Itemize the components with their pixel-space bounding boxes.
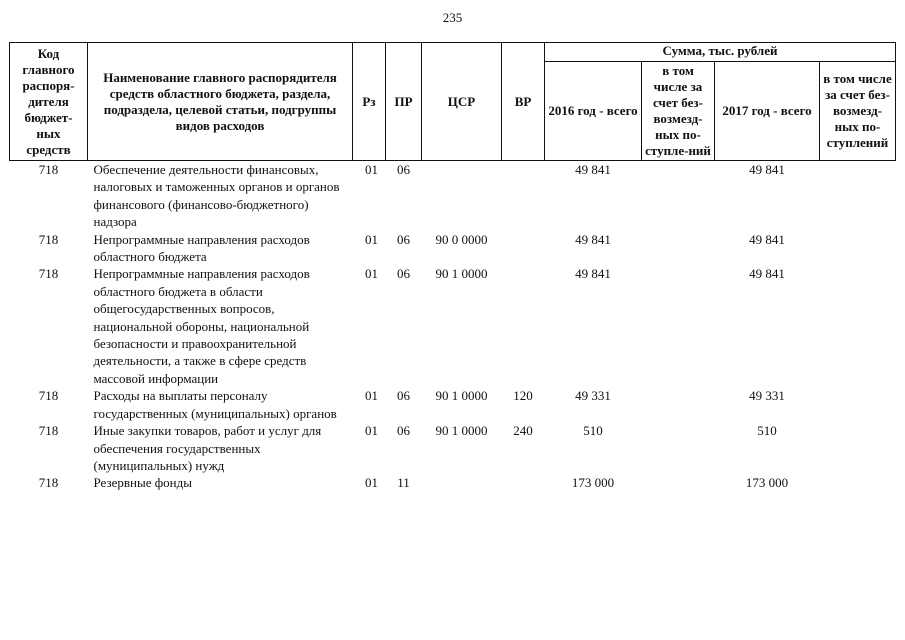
cell-2017-total: 510 [757,423,777,439]
cell-rz: 01 [365,266,378,282]
cell-2016-free [642,474,715,491]
cell-pr: 06 [397,423,410,439]
cell-2017-total: 49 331 [749,388,785,404]
cell-2017-free [820,422,896,474]
cell-name: Резервные фонды [93,475,192,491]
page-number: 235 [442,10,463,25]
cell-2016-total: 49 841 [575,231,611,247]
cell-2017-free [820,474,896,491]
header-vr: ВР [502,43,545,161]
cell-2016-total: 510 [583,423,603,439]
cell-2017-free [820,265,896,387]
cell-vr [502,265,545,387]
cell-2017-total: 173 000 [745,475,789,491]
header-pr: ПР [386,43,422,161]
cell-rz: 01 [365,475,378,491]
cell-pr: 06 [397,388,410,404]
cell-pr: 11 [397,475,410,491]
table-body [10,161,896,492]
header-2017-free: в том числе за счет без-возмезд-ных по-ступлений [820,62,896,161]
cell-2017-free [820,231,896,266]
cell-pr: 06 [397,266,410,282]
cell-2016-total: 49 331 [575,388,611,404]
cell-2017-free [820,161,896,231]
table-header [10,43,896,161]
table-row [10,161,896,231]
header-code: Код главного распоря-дителя бюджет-ных средств [10,43,88,161]
cell-2017-total: 49 841 [749,266,785,282]
cell-name: Иные закупки товаров, работ и услуг для обеспечения государственных (муниципальных) нужд [93,423,322,473]
table-row [10,387,896,422]
cell-code: 718 [38,423,59,439]
cell-pr: 06 [397,231,410,247]
header-rz: Рз [353,43,386,161]
cell-csr: 90 1 0000 [435,266,488,282]
cell-2016-free [642,387,715,422]
cell-2016-total: 49 841 [575,162,611,177]
cell-code: 718 [38,475,59,491]
table-row [10,265,896,387]
cell-vr [502,161,545,231]
header-2016-free: в том числе за счет без-возмезд-ных по-ступле-ний [642,62,715,161]
cell-2017-free [820,387,896,422]
cell-vr: 240 [513,423,533,439]
header-csr: ЦСР [422,43,502,161]
cell-csr [422,161,502,231]
cell-csr [422,474,502,491]
cell-code: 718 [38,388,59,404]
cell-2016-free [642,231,715,266]
cell-vr [502,474,545,491]
cell-code: 718 [38,162,59,177]
cell-2016-free [642,161,715,231]
cell-name: Обеспечение деятельности финансовых, налоговых и таможенных органов и органов финансового (финансово-бюджетного) надзора [93,162,340,230]
header-2016-total: 2016 год - всего [545,62,642,161]
header-name: Наименование главного распорядителя средств областного бюджета, раздела, подраздела, целевой статьи, подгруппы видов расходов [88,43,353,161]
cell-2016-free [642,265,715,387]
table-row [10,231,896,266]
table-row [10,474,896,491]
cell-2016-free [642,422,715,474]
header-sum-group: Сумма, тыс. рублей [545,43,896,62]
cell-name: Расходы на выплаты персоналу государственных (муниципальных) органов [93,388,337,421]
cell-code: 718 [38,266,59,282]
cell-rz: 01 [365,162,378,177]
cell-2017-total: 49 841 [749,231,785,247]
cell-vr [502,231,545,266]
cell-2017-total: 49 841 [749,162,785,177]
cell-2016-total: 173 000 [571,475,615,491]
cell-rz: 01 [365,388,378,404]
cell-vr: 120 [513,388,533,404]
cell-name: Непрограммные направления расходов областного бюджета в области общегосударственных вопросов, национальной обороны, национальной безопасности и правоохранительной деятельности, а также в сфере средств массовой информации [93,266,310,386]
budget-table [9,42,896,492]
cell-csr: 90 0 0000 [435,231,488,247]
cell-csr: 90 1 0000 [435,388,488,404]
cell-code: 718 [38,231,59,247]
cell-csr: 90 1 0000 [435,423,488,439]
cell-rz: 01 [365,231,378,247]
table-row [10,422,896,474]
cell-name: Непрограммные направления расходов областного бюджета [93,231,310,265]
cell-rz: 01 [365,423,378,439]
cell-pr: 06 [397,162,410,177]
cell-2016-total: 49 841 [575,266,611,282]
header-2017-total: 2017 год - всего [715,62,820,161]
